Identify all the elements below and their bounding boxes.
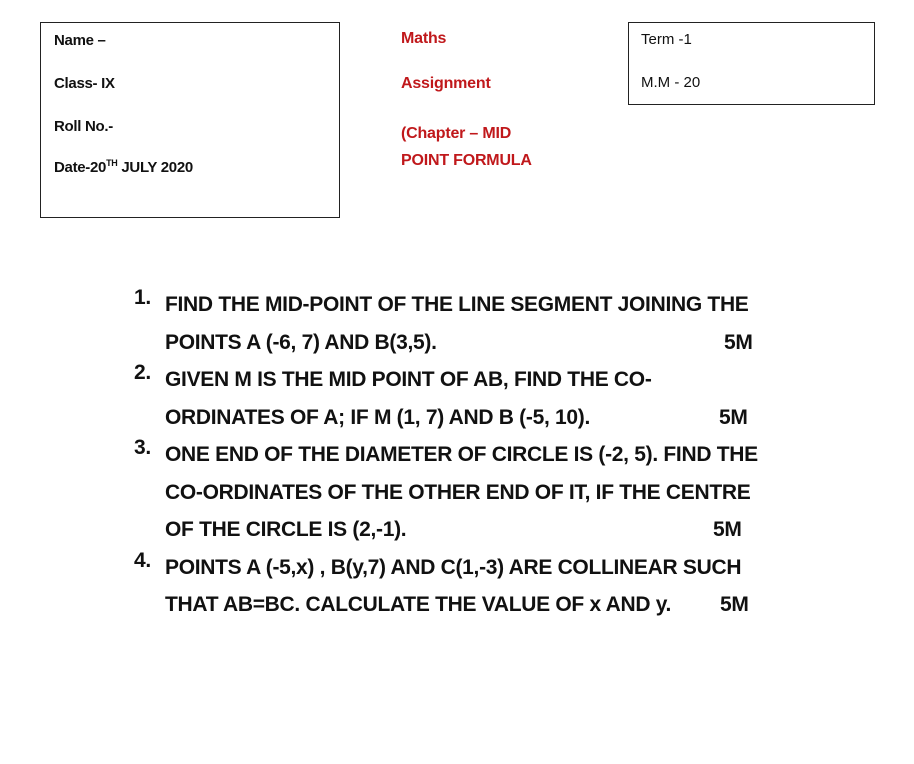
question-line: POINTS A (-5,x) , B(y,7) AND C(1,-3) ARE COLLINEAR SUCH <box>165 555 742 579</box>
question-number: 3. <box>134 436 151 459</box>
question-line: OF THE CIRCLE IS (2,-1). <box>165 518 407 541</box>
question-line: CO-ORDINATES OF THE OTHER END OF IT, IF THE CENTRE <box>165 480 751 504</box>
class-field: Class- IX <box>54 75 115 92</box>
question-marks: 5M <box>713 518 742 541</box>
roll-number-field: Roll No.- <box>54 118 113 135</box>
question-line: THAT AB=BC. CALCULATE THE VALUE OF x AND y. <box>165 593 672 616</box>
question-line: FIND THE MID-POINT OF THE LINE SEGMENT JOINING THE <box>165 293 749 316</box>
question-number: 2. <box>134 361 151 384</box>
question-list <box>134 286 824 624</box>
question-line-last <box>165 586 824 624</box>
question-line-last <box>165 511 824 549</box>
chapter-heading-line-1: (Chapter – MID <box>401 125 512 142</box>
question-item <box>134 549 824 624</box>
question-marks: 5M <box>720 593 749 616</box>
date-suffix: JULY 2020 <box>117 159 193 176</box>
name-field: Name – <box>54 32 106 49</box>
student-info-box <box>40 22 340 218</box>
chapter-heading-line-2: POINT FORMULA <box>401 152 532 169</box>
term-info-box <box>628 22 875 105</box>
subject-heading: Maths <box>401 30 447 47</box>
question-item <box>134 436 824 549</box>
date-prefix: Date-20 <box>54 159 107 176</box>
chapter-heading <box>401 120 532 174</box>
question-number: 1. <box>134 286 151 309</box>
question-line: ONE END OF THE DIAMETER OF CIRCLE IS (-2, 5). FIND THE <box>165 443 758 466</box>
question-number: 4. <box>134 548 151 572</box>
date-superscript: TH <box>106 158 118 168</box>
document-type-heading: Assignment <box>401 75 491 92</box>
term-field: Term -1 <box>641 31 692 48</box>
question-marks: 5M <box>724 330 753 354</box>
question-marks: 5M <box>719 405 748 429</box>
question-line: GIVEN M IS THE MID POINT OF AB, FIND THE CO- <box>165 368 652 391</box>
question-line: POINTS A (-6, 7) AND B(3,5). <box>165 330 437 354</box>
question-line-last <box>165 324 824 362</box>
date-field <box>54 159 193 176</box>
max-marks-field: M.M - 20 <box>641 74 701 91</box>
question-line-last <box>165 399 824 437</box>
question-line: ORDINATES OF A; IF M (1, 7) AND B (-5, 10). <box>165 405 591 429</box>
question-item <box>134 361 824 436</box>
question-item <box>134 286 824 361</box>
